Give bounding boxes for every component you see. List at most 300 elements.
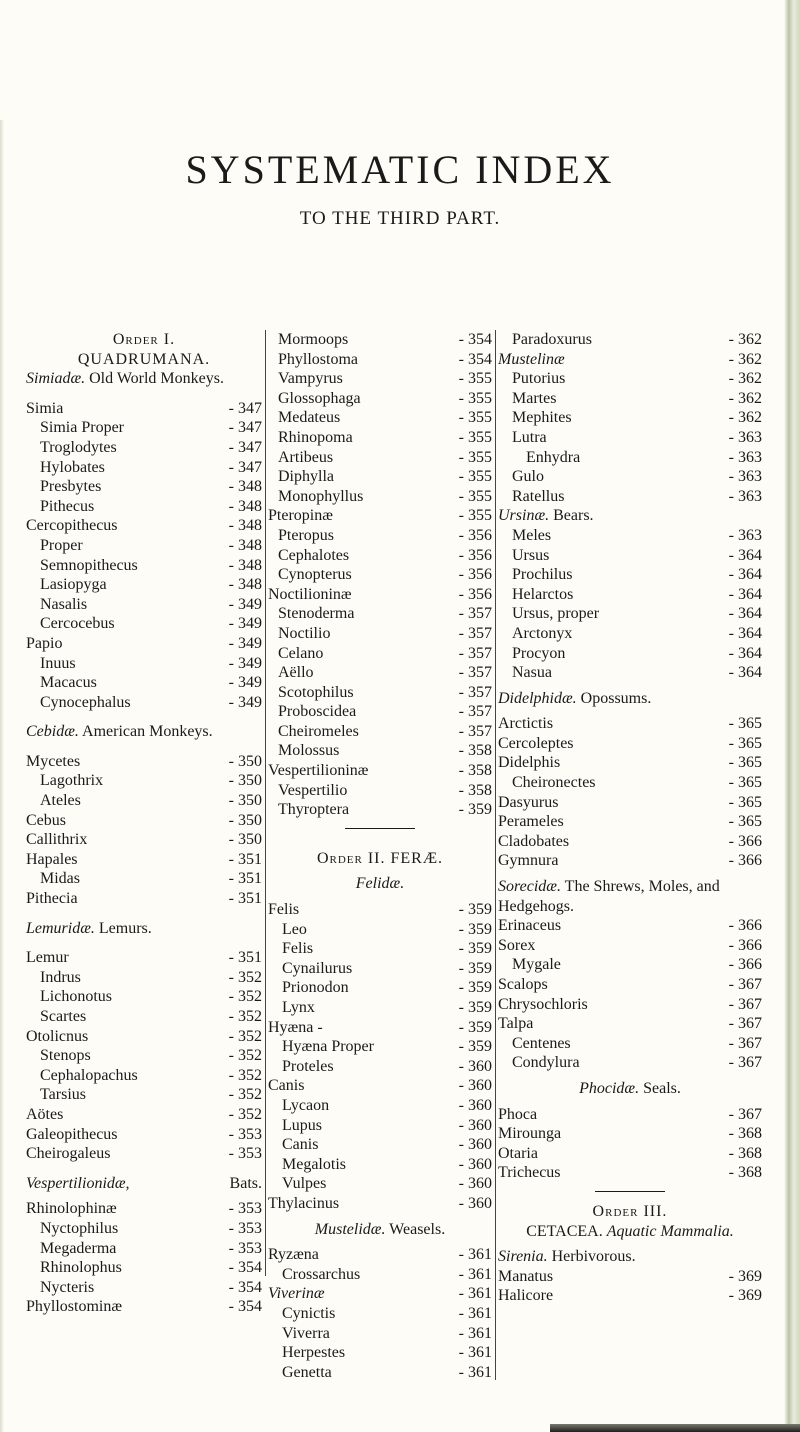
page-value: 348 [238,517,262,535]
page-value: 352 [238,968,262,986]
index-entry [268,487,492,507]
genus-name: Erinaceus [498,917,562,935]
page-value: 359 [468,1038,492,1056]
page-value: 354 [238,1278,262,1296]
page-value: 347 [238,419,262,437]
index-entry [268,1018,492,1038]
page-number: - 354 [458,331,492,348]
family-heading [498,506,762,526]
page-value: 360 [468,1175,492,1193]
page-number: - 356 [458,526,492,544]
page-value: 350 [238,772,262,790]
page-value: 360 [468,1194,492,1212]
index-entry [26,1144,262,1164]
index-entry [498,350,762,370]
page-number: - 367 [728,1105,762,1123]
index-column-3 [498,330,762,1306]
page-number: - 350 [228,792,262,810]
page-number: - 349 [228,674,262,692]
index-entry [498,995,762,1015]
page-number: - 359 [458,1018,492,1036]
index-entry [26,987,262,1007]
index-entry [268,330,492,350]
page-number: - 357 [458,683,492,701]
index-entry [498,851,762,871]
genus-name: Helarctos [512,585,574,603]
spacer [26,1164,262,1174]
index-entry [268,761,492,781]
page-value: 353 [238,1125,262,1143]
page-value: 357 [468,624,492,642]
page-number: - 359 [458,920,492,938]
genus-name: Callithrix [26,831,88,849]
index-entry [26,458,262,478]
index-entry [498,793,762,813]
family-heading [268,1220,492,1240]
page-number: - 355 [458,468,492,486]
page-value: 357 [468,664,492,682]
page-value: 367 [738,995,762,1013]
genus-name: Cheironectes [512,774,596,792]
page-value: 348 [238,497,262,515]
index-entry [268,506,492,526]
column-divider-1 [265,330,266,1276]
page-number: - 364 [728,546,762,564]
page-number: - 355 [458,409,492,427]
order-name: CETACEA. [526,1222,603,1240]
page-value: 355 [468,370,492,388]
page-number: - 367 [728,995,762,1013]
genus-name: Rhinolophus [40,1259,122,1277]
group-heading: QUADRUMANA. [77,350,211,368]
genus-name: Pithecia [26,890,78,908]
family-description: The Shrews, Moles, and Hedgehogs. [498,878,720,915]
page-number: - 348 [228,478,262,496]
page-value: 352 [238,1047,262,1065]
genus-name: Lupus [282,1116,322,1134]
genus-name: Ursus [512,546,550,564]
index-column-1 [26,330,262,1317]
index-entry [268,1265,492,1285]
index-entry [498,773,762,793]
genus-name: Noctilio [278,624,331,642]
page-number: - 363 [728,468,762,486]
genus-name: Proper [40,536,83,554]
scan-edge-bottom [550,1424,800,1432]
genus-name: Artibeus [278,448,334,466]
page-value: 361 [468,1265,492,1283]
page-number: - 350 [228,772,262,790]
page-value: 365 [738,734,762,752]
page-number: - 352 [228,1047,262,1065]
genus-name: Lemur [26,949,69,967]
index-entry [498,734,762,754]
page-value: 363 [738,468,762,486]
genus-name: Cynocephalus [40,693,131,711]
page-value: 359 [468,979,492,997]
page-value: 355 [468,448,492,466]
page-value: 354 [468,331,492,348]
genus-name: Stenoderma [278,605,355,623]
genus-name: Lynx [282,999,315,1016]
genus-name: Prochilus [512,566,573,584]
index-entry [498,916,762,936]
genus-name: Ursus, proper [512,605,600,623]
family-name: Sirenia. [498,1248,548,1266]
page-value: 360 [468,1096,492,1114]
page-number: - 357 [458,644,492,662]
page-number: - 350 [228,811,262,829]
page-value: 353 [238,1239,262,1257]
page-value: 347 [238,458,262,476]
genus-name: Martes [512,389,557,407]
page-value: 366 [738,917,762,935]
page-number: - 352 [228,1086,262,1104]
index-entry [498,714,762,734]
page-value: 363 [738,487,762,505]
index-entry [26,889,262,909]
genus-name: Perameles [498,813,564,831]
genus-name: Cynailurus [282,959,353,977]
page-value: 361 [468,1324,492,1342]
genus-name: Inuus [40,654,76,672]
index-entry [498,585,762,605]
genus-name: Enhydra [526,448,581,466]
page-value: 355 [468,507,492,525]
index-entry [26,516,262,536]
index-entry [268,939,492,959]
page-number: - 365 [728,754,762,772]
page-value: 362 [738,370,762,388]
page-number: - 361 [458,1246,492,1264]
page-number: - 366 [728,936,762,954]
page-number: - 355 [458,389,492,407]
page-value: 365 [738,715,762,733]
page-number: - 365 [728,793,762,811]
page-value: 363 [738,428,762,446]
order-description [498,1222,762,1242]
page-number: - 367 [728,1015,762,1033]
genus-name: Vespertilio [278,781,348,799]
page-number: - 360 [458,1136,492,1154]
index-entry [268,1057,492,1077]
section-rule [595,1191,665,1192]
page-value: 358 [468,742,492,760]
index-entry [26,1239,262,1259]
page-value: 353 [238,1219,262,1237]
page-number: - 357 [458,722,492,740]
index-entry [268,1174,492,1194]
index-entry [498,1163,762,1183]
genus-name: Rhinolophinæ [26,1200,117,1218]
index-entry [498,389,762,409]
index-entry [268,624,492,644]
genus-name: Centenes [512,1034,571,1052]
page-number: - 369 [728,1287,762,1305]
genus-name: Nasua [512,664,552,682]
genus-name: Meles [512,526,552,544]
page-number: - 360 [458,1096,492,1114]
page-value: 365 [738,754,762,772]
genus-name: Cynictis [282,1304,336,1322]
genus-name: Gulo [512,468,544,486]
page-number: - 366 [728,917,762,935]
index-entry [498,1053,762,1073]
index-entry [498,1124,762,1144]
page-value: 347 [238,438,262,456]
page-number: - 363 [728,487,762,505]
page-number: - 359 [458,1038,492,1056]
page-value: 357 [468,722,492,740]
page-number: - 362 [728,331,762,348]
spacer [26,938,262,948]
genus-name: Pteropus [278,526,334,544]
page-number: - 354 [228,1298,262,1316]
page-number: - 347 [228,419,262,437]
page-value: 355 [468,487,492,505]
page-number: - 356 [458,585,492,603]
page-number: - 347 [228,399,262,417]
index-entry [26,1066,262,1086]
page-number: - 351 [228,890,262,908]
page-value: 359 [468,920,492,938]
page-number: - 367 [728,1034,762,1052]
index-entry [26,1258,262,1278]
family-name: Simiadæ. [26,370,86,388]
page-value: 355 [468,389,492,407]
genus-name: Simia Proper [40,419,124,437]
index-entry [268,389,492,409]
page-value: 364 [738,566,762,584]
spacer [268,839,492,849]
index-column-2 [268,330,492,1382]
index-entry [498,487,762,507]
order-description-text: Aquatic Mammalia. [606,1222,734,1240]
page-number: - 361 [458,1304,492,1322]
genus-name: Aötes [26,1105,64,1123]
index-entry [26,477,262,497]
page-number: - 353 [228,1219,262,1237]
genus-name: Ratellus [512,487,565,505]
page-number: - 348 [228,497,262,515]
genus-name: Leo [282,920,307,938]
page-value: 360 [468,1155,492,1173]
genus-name: Nasalis [40,595,88,613]
page-value: 351 [238,949,262,967]
index-entry [268,663,492,683]
page-value: 359 [468,801,492,819]
spacer [26,712,262,722]
index-entry [268,800,492,820]
page-number: - 348 [228,576,262,594]
index-entry [268,1135,492,1155]
genus-name: Cercopithecus [26,517,118,535]
genus-name: Lasiopyga [40,576,107,594]
page-value: 366 [738,832,762,850]
index-entry [268,546,492,566]
page-number: - 360 [458,1155,492,1173]
family-name: Cebidæ. [26,723,79,741]
page-value: 350 [238,831,262,849]
page-value: 354 [238,1259,262,1277]
genus-name: Putorius [512,370,566,388]
genus-name: Genetta [282,1363,332,1381]
family-name: Ursinæ. [498,507,550,525]
page-value: 364 [738,664,762,682]
index-entry [26,771,262,791]
genus-name: Hyæna - [268,1018,323,1036]
genus-name: Didelphis [498,754,561,772]
page-number: - 348 [228,536,262,554]
page-value: 364 [738,605,762,623]
index-entry [26,595,262,615]
family-heading [26,722,262,742]
page-value: 367 [738,1105,762,1123]
genus-name: Vampyrus [278,370,343,388]
genus-name: Trichecus [498,1164,561,1182]
page-number: - 359 [458,940,492,958]
page-value: 350 [238,811,262,829]
genus-name: Hyæna Proper [282,1038,374,1056]
genus-name: Scalops [498,976,548,993]
page-value: 355 [468,409,492,427]
page-value: 358 [468,781,492,799]
genus-name: Nyctophilus [40,1219,119,1237]
genus-name: Manatus [498,1267,554,1285]
page-number: - 357 [458,605,492,623]
page-value: 367 [738,1015,762,1033]
page-number: - 361 [458,1344,492,1362]
page-number: - 349 [228,595,262,613]
genus-name: Stenops [40,1047,91,1065]
page-number: - 368 [728,1144,762,1162]
page-number: - 365 [728,813,762,831]
index-entry [268,920,492,940]
page-value: 359 [468,901,492,919]
page-number: - 362 [728,370,762,388]
family-description: Herbivorous. [551,1248,636,1266]
page-value: 364 [738,585,762,603]
index-entry [498,624,762,644]
index-entry [498,546,762,566]
index-entry [26,399,262,419]
page-number: - 360 [458,1194,492,1212]
page-value: 348 [238,556,262,574]
index-entry [498,467,762,487]
genus-name: Pithecus [40,497,95,515]
page-number: - 355 [458,428,492,446]
page-value: 359 [468,999,492,1016]
page-value: 365 [738,793,762,811]
page-number: - 361 [458,1324,492,1342]
index-entry [268,1304,492,1324]
page-value: 357 [468,605,492,623]
page-value: 349 [238,615,262,633]
family-heading [498,689,762,709]
genus-name: Pteropinæ [268,507,333,525]
index-entry [498,1034,762,1054]
page-value: 350 [238,752,262,770]
page-number: - 365 [728,734,762,752]
page-number: - 348 [228,556,262,574]
family-name: Vespertilionidæ, [26,1174,130,1192]
page-value: 359 [468,940,492,958]
page-title: SYSTEMATIC INDEX [185,147,615,192]
index-entry [26,1105,262,1125]
page-value: 351 [238,850,262,868]
page-value: 363 [738,448,762,466]
genus-name: Lichonotus [40,988,112,1006]
page-number: - 362 [728,350,762,368]
page-number: - 361 [458,1285,492,1303]
page-number: - 356 [458,546,492,564]
index-entry [268,1284,492,1304]
genus-name: Lycaon [282,1096,330,1114]
index-entry [498,936,762,956]
page-number: - 364 [728,644,762,662]
page-number: - 348 [228,517,262,535]
genus-name: Hylobates [40,458,105,476]
page-number: - 353 [228,1239,262,1257]
page-number: - 349 [228,693,262,711]
page-value: 350 [238,792,262,810]
index-entry [498,1014,762,1034]
genus-name: Ateles [40,792,81,810]
page-value: 367 [738,976,762,993]
genus-name: Presbytes [40,478,102,496]
index-entry [268,683,492,703]
genus-name: Lutra [512,428,547,446]
page-number: - 357 [458,624,492,642]
page-value: 362 [738,389,762,407]
page-value: 358 [468,762,492,780]
page-number: - 352 [228,988,262,1006]
index-entry [26,693,262,713]
genus-name: Vespertilioninæ [268,762,369,780]
family-heading [26,369,262,389]
index-entry [268,1194,492,1214]
page-number: - 360 [458,1057,492,1075]
genus-name: Aëllo [278,664,314,682]
genus-name: Midas [40,870,80,888]
genus-name: Glossophaga [278,389,361,407]
index-entry [268,998,492,1018]
page-number: - 359 [458,979,492,997]
page-value: 356 [468,526,492,544]
page-number: - 351 [228,850,262,868]
order-heading: Order I. [112,331,176,348]
genus-name: Proboscidea [278,703,357,721]
index-entry [268,448,492,468]
index-entry [268,1245,492,1265]
family-name: Sorecidæ. [498,878,561,896]
page-value: 352 [238,1086,262,1104]
genus-name: Phoca [498,1105,538,1123]
index-entry [26,634,262,654]
index-entry [26,654,262,674]
page-number: - 359 [458,801,492,819]
genus-name: Nycteris [40,1278,95,1296]
page-number: - 350 [228,831,262,849]
index-entry [268,781,492,801]
page-value: 355 [468,428,492,446]
index-entry [498,369,762,389]
index-entry [26,850,262,870]
family-heading [498,877,762,916]
genus-name: Scartes [40,1008,87,1025]
genus-name: Diphylla [278,468,334,486]
genus-name: Otolicnus [26,1027,89,1045]
